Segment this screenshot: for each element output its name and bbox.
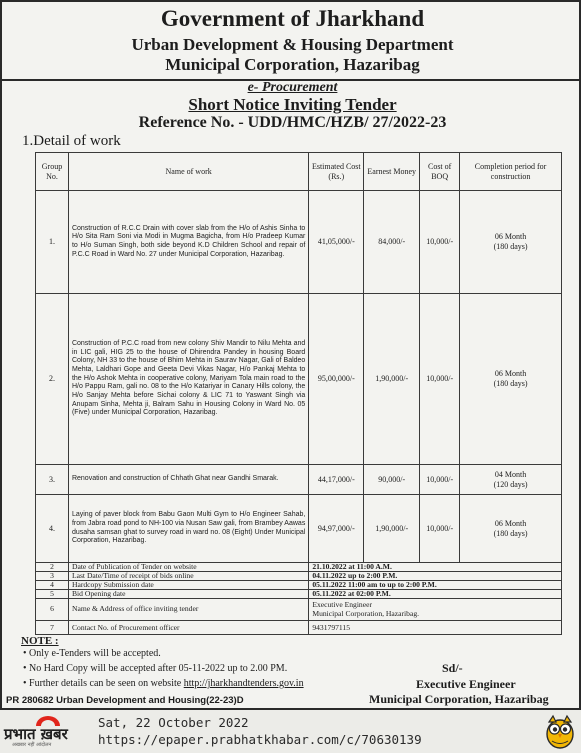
header-name-of-work: Name of work bbox=[68, 153, 308, 191]
boq-cost: 10,000/- bbox=[420, 191, 460, 294]
period-months: 06 Month bbox=[494, 518, 527, 528]
info-row bbox=[36, 572, 562, 581]
info-number: 7 bbox=[36, 621, 69, 635]
info-number: 3 bbox=[36, 572, 69, 581]
header-earnest-money: Earnest Money bbox=[364, 153, 420, 191]
header-group-no: Group No. bbox=[36, 153, 69, 191]
office-address: Municipal Corporation, Hazaribag. bbox=[312, 608, 420, 618]
section-title: 1.Detail of work bbox=[22, 133, 121, 149]
signature-office: Municipal Corporation, Hazaribag bbox=[369, 692, 549, 706]
info-number: 6 bbox=[36, 599, 69, 621]
reference-number: Reference No. - UDD/HMC/HZB/ 27/2022-23 bbox=[138, 114, 447, 131]
work-description: Construction of P.C.C road from new colony Shiv Mandir to Nilu Mehta and in LIC gali, HIG 25 to the house of Dhirendra Pandey in housing Board Colony, NH 33 to the house of Bhim Mehta in Saurav Nagar, Gali of Baldeo Mehta, Laldhari Gope and Geeta Devi Vikas Nagar, H/o Pankaj Mehta to the H/o Ashok Mehta in cooperative colony, Mariyam Tola main road to the H/o Pappu Ram, gali no. 08 to the H/o Katariyar in Canary Hills colony, the H/o Sanjay Mehta before Sichai colony & LIC 71 to Yaswant Singh via Anupam Sinha, Mehta ji, Balram Sahu in Housing Colony in Ward No. 05 (Five) under Municipal Corporation, Hazaribag. bbox=[68, 294, 308, 465]
header-cost-of-boq: Cost of BOQ bbox=[420, 153, 460, 191]
government-title: Government of Jharkhand bbox=[160, 6, 425, 31]
group-number: 3. bbox=[36, 465, 69, 495]
logo-tagline: अखबार नहीं आंदोलन bbox=[12, 742, 52, 748]
info-row bbox=[36, 621, 562, 635]
eprocurement-label: e- Procurement bbox=[247, 80, 338, 95]
estimated-cost: 44,17,000/- bbox=[309, 465, 364, 495]
earnest-money: 1,90,000/- bbox=[364, 294, 420, 465]
completion-period bbox=[460, 191, 562, 294]
municipal-title: Municipal Corporation, Hazaribag bbox=[165, 55, 420, 74]
completion-period bbox=[460, 294, 562, 465]
work-description: Construction of R.C.C Drain with cover slab from the H/o of Ashis Sinha to H/o Sita Ram Soni via Modi in Mugma Bagicha, from H/o Pradeep Kumar to H/o Suman Singh, both side beyond K.D Children School and repair of P.C.C Road in Ward No. 27 under Municipal Corporation, Hazaribag. bbox=[68, 191, 308, 294]
note-title: NOTE : bbox=[21, 635, 59, 647]
info-label: Name & Address of office inviting tender bbox=[68, 599, 308, 621]
department-title: Urban Development & Housing Department bbox=[131, 35, 454, 54]
note-text: Further details can be seen on website bbox=[29, 678, 184, 689]
estimated-cost: 41,05,000/- bbox=[309, 191, 364, 294]
note-text: Only e-Tenders will be accepted. bbox=[29, 648, 161, 659]
group-number: 1. bbox=[36, 191, 69, 294]
info-row bbox=[36, 599, 562, 621]
earnest-money: 90,000/- bbox=[364, 465, 420, 495]
owl-mascot-icon bbox=[544, 713, 576, 749]
table-header-row bbox=[36, 153, 562, 191]
earnest-money: 1,90,000/- bbox=[364, 495, 420, 563]
boq-cost: 10,000/- bbox=[420, 465, 460, 495]
note-item: • No Hard Copy will be accepted after 05-11-2022 up to 2.00 PM. bbox=[23, 663, 288, 674]
info-number: 4 bbox=[36, 581, 69, 590]
boq-cost: 10,000/- bbox=[420, 495, 460, 563]
info-value: 21.10.2022 at 11:00 A.M. bbox=[309, 563, 562, 572]
prabhat-khabar-logo[interactable] bbox=[4, 715, 92, 749]
group-number: 4. bbox=[36, 495, 69, 563]
header-completion-period: Completion period for construction bbox=[460, 153, 562, 191]
epaper-url[interactable]: https://epaper.prabhatkhabar.com/c/70630139 bbox=[98, 732, 422, 747]
group-number: 2. bbox=[36, 294, 69, 465]
period-months: 06 Month bbox=[494, 369, 527, 379]
header-estimated-cost: Estimated Cost (Rs.) bbox=[309, 153, 364, 191]
office-title: Executive Engineer bbox=[312, 599, 372, 609]
info-row bbox=[36, 563, 562, 572]
table-row bbox=[36, 294, 562, 465]
work-description: Renovation and construction of Chhath Ghat near Gandhi Smarak. bbox=[68, 465, 308, 495]
info-value bbox=[309, 599, 562, 621]
works-table bbox=[35, 152, 562, 635]
signature-sd: Sd/- bbox=[442, 661, 463, 675]
info-row bbox=[36, 581, 562, 590]
completion-period bbox=[460, 495, 562, 563]
info-label: Last Date/Time of receipt of bids online bbox=[68, 572, 308, 581]
signature-title: Executive Engineer bbox=[416, 677, 516, 691]
info-label: Bid Opening date bbox=[68, 590, 308, 599]
website-link[interactable]: http://jharkhandtenders.gov.in bbox=[183, 678, 304, 689]
period-days: (180 days) bbox=[493, 379, 528, 388]
period-days: (120 days) bbox=[493, 479, 528, 489]
info-row bbox=[36, 590, 562, 599]
period-months: 06 Month bbox=[494, 232, 527, 242]
info-value: 05.11.2022 11:00 am to up to 2:00 P.M. bbox=[309, 581, 562, 590]
info-number: 2 bbox=[36, 563, 69, 572]
estimated-cost: 95,00,000/- bbox=[309, 294, 364, 465]
earnest-money: 84,000/- bbox=[364, 191, 420, 294]
period-days: (180 days) bbox=[493, 242, 528, 251]
period-months: 04 Month bbox=[494, 469, 527, 479]
logo-wordmark: प्रभात ख़बर bbox=[4, 725, 68, 743]
info-value: 05.11.2022 at 02:00 P.M. bbox=[309, 590, 562, 599]
boq-cost: 10,000/- bbox=[420, 294, 460, 465]
pr-line: PR 280682 Urban Development and Housing(22-23)D bbox=[6, 695, 244, 706]
info-label: Hardcopy Submission date bbox=[68, 581, 308, 590]
table-row bbox=[36, 191, 562, 294]
note-item: • Only e-Tenders will be accepted. bbox=[23, 648, 161, 659]
notice-title: Short Notice Inviting Tender bbox=[188, 95, 397, 114]
table-row bbox=[36, 465, 562, 495]
note-item: • Further details can be seen on website http://jharkhandtenders.gov.in bbox=[23, 678, 304, 689]
info-value: 9431797115 bbox=[309, 621, 562, 635]
completion-period bbox=[460, 465, 562, 495]
period-days: (180 days) bbox=[493, 528, 528, 538]
edition-date: Sat, 22 October 2022 bbox=[98, 715, 249, 730]
table-row bbox=[36, 495, 562, 563]
info-label: Contact No. of Procurement officer bbox=[68, 621, 308, 635]
note-text: No Hard Copy will be accepted after 05-11-2022 up to 2.00 PM. bbox=[29, 663, 288, 674]
work-description: Laying of paver block from Babu Gaon Multi Gym to H/o Engineer Sahab, from Jabra road pond to NH-100 via Nusan Saw gali, from Brambey Aawas dusaha samsan ghat to survey road in ward no. 08 (Eight) Under Municipal Corporation, Hazaribag. bbox=[68, 495, 308, 563]
info-value: 04.11.2022 up to 2:00 P.M. bbox=[309, 572, 562, 581]
estimated-cost: 94,97,000/- bbox=[309, 495, 364, 563]
info-label: Date of Publication of Tender on website bbox=[68, 563, 308, 572]
info-number: 5 bbox=[36, 590, 69, 599]
